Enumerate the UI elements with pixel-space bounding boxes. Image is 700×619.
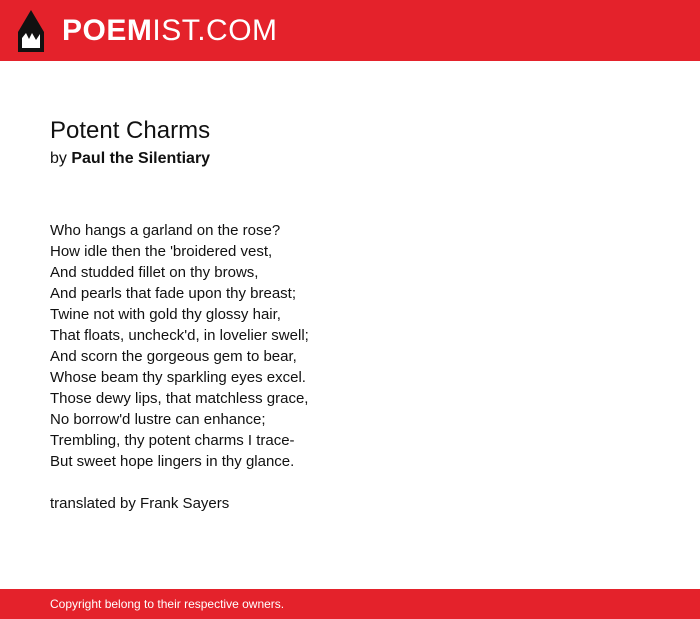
poem-line: Trembling, thy potent charms I trace- [50, 432, 295, 449]
poem-line: Those dewy lips, that matchless grace, [50, 390, 309, 407]
poem-line: Twine not with gold thy glossy hair, [50, 306, 281, 323]
poem-line: How idle then the 'broidered vest, [50, 243, 273, 260]
poem-line: Whose beam thy sparkling eyes excel. [50, 369, 306, 386]
byline [50, 148, 650, 170]
poem-line: And pearls that fade upon thy breast; [50, 285, 296, 302]
logo-text-light: IST.COM [152, 14, 278, 47]
copyright-notice: Copyright belong to their respective owners. [50, 597, 285, 611]
byline-prefix: by [50, 150, 67, 167]
logo-text-bold: POEM [62, 14, 153, 47]
site-logo[interactable] [18, 10, 278, 52]
poem-line: That floats, uncheck'd, in lovelier swell; [50, 327, 309, 344]
logo-text [62, 10, 278, 52]
site-header [0, 0, 700, 61]
poem-title: Potent Charms [50, 117, 211, 144]
poem-line: No borrow'd lustre can enhance; [50, 411, 266, 428]
poem-line: And studded fillet on thy brows, [50, 264, 259, 281]
poem-line: Who hangs a garland on the rose? [50, 222, 281, 239]
poem-body [50, 220, 650, 472]
poem-content [50, 116, 650, 514]
translator-credit: translated by Frank Sayers [50, 495, 230, 512]
pencil-icon [18, 10, 44, 52]
author-name[interactable]: Paul the Silentiary [71, 150, 211, 167]
poem-line: But sweet hope lingers in thy glance. [50, 453, 295, 470]
poem-line: And scorn the gorgeous gem to bear, [50, 348, 297, 365]
site-footer [0, 589, 700, 619]
